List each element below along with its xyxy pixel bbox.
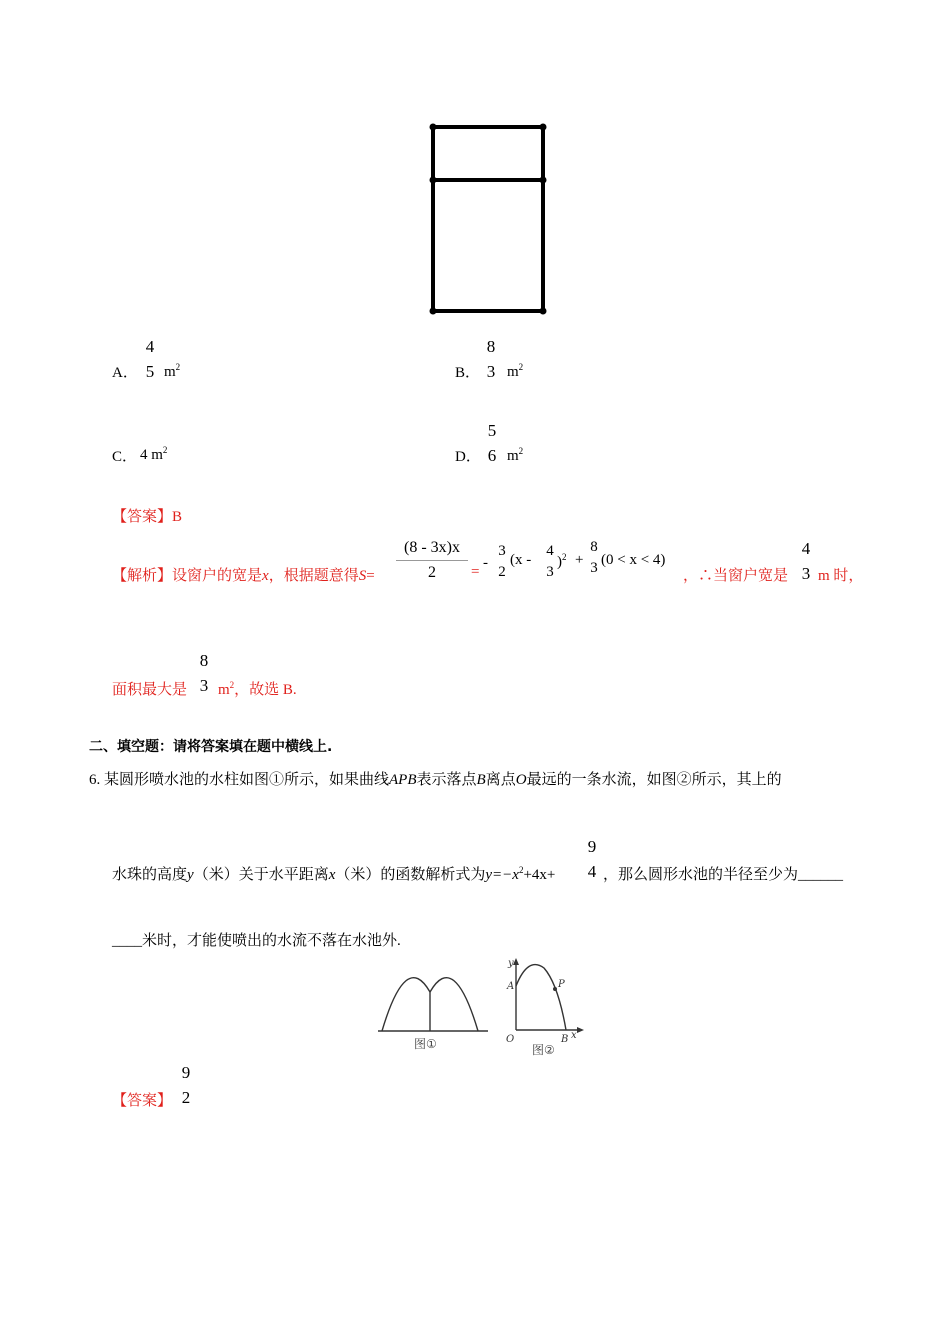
analysis-paren-close: )$^2$	[557, 552, 567, 570]
choice-b-unit: $m^2$	[507, 362, 524, 380]
choice-a-unit: $m^2$	[164, 362, 181, 380]
answer-6-tag: 【答案】	[112, 1093, 173, 1109]
analysis-plus: +	[575, 552, 584, 568]
q6-line3: ____米时，才能使喷出的水流不落在水池外.	[112, 933, 401, 949]
window-frame-figure	[420, 115, 560, 325]
fountain-figure-1	[372, 966, 492, 1058]
fig2-x-label: x	[571, 1030, 577, 1041]
choice-a-den: 5	[145, 362, 155, 381]
fig2-o-label: O	[506, 1034, 515, 1045]
choice-d-fraction	[484, 422, 500, 464]
analysis-fraction-4: 8 3	[590, 539, 598, 576]
choice-b-num: 8	[486, 337, 496, 356]
choice-d-label: D．	[455, 449, 481, 465]
analysis-minus: -	[483, 555, 488, 571]
q6-line1: 6. 某圆形喷水池的水柱如图①所示，如果曲线APB表示落点B离点O最远的一条水流，如图②所示，其上的	[89, 772, 782, 788]
fig2-y-label: y	[508, 958, 514, 969]
analysis-5-line2: 面积最大是	[112, 682, 188, 698]
q6-line2: 水珠的高度y（米）关于水平距离x（米）的函数解析式为$y=-x^2+4x+$	[112, 865, 556, 883]
fig2-b-label: B	[561, 1034, 569, 1045]
choice-b-fraction	[483, 338, 499, 380]
q6-fraction: 9 4	[587, 837, 597, 881]
choice-d-unit: $m^2$	[507, 446, 524, 464]
analysis-fraction-5: 4 3	[801, 539, 811, 583]
analysis-5-line2-end: $m^2$，故选 B.	[218, 680, 297, 698]
analysis-fraction-3: 4 3	[546, 543, 554, 580]
fig2-caption: 图②	[532, 1043, 555, 1057]
choice-a-fraction	[142, 338, 158, 380]
answer-6-fraction: 9 2	[181, 1063, 191, 1107]
section-2-title: 二、填空题：请将答案填在题中横线上.	[89, 739, 333, 755]
analysis-eq2: =	[471, 564, 480, 580]
choice-b-label: B．	[455, 365, 481, 381]
answer-5: 【答案】B	[112, 509, 183, 525]
analysis-tail: ，∴当窗户宽是	[683, 568, 789, 584]
choice-a-label: A．	[112, 365, 138, 381]
analysis-fraction-2: 3 2	[498, 543, 506, 580]
fountain-figure-2	[500, 956, 585, 1058]
analysis-tail2: m 时，	[818, 568, 864, 584]
analysis-5-lead: 【解析】设窗户的宽是x，根据题意得S=	[112, 568, 375, 584]
choice-d-den: 6	[487, 446, 497, 465]
q6-line2-tail: ，那么圆形水池的半径至少为______	[603, 867, 844, 883]
analysis-fraction-6: 8 3	[199, 651, 209, 695]
choice-c-value: 4 $m^2$	[140, 445, 168, 463]
fig2-a-label: A	[507, 981, 515, 992]
choice-c-label: C．	[112, 449, 138, 465]
fig1-caption: 图①	[414, 1037, 437, 1051]
analysis-paren-open: (x -	[510, 552, 532, 568]
analysis-domain: (0 < x < 4)	[601, 552, 666, 568]
choice-b-den: 3	[486, 362, 496, 381]
fig2-p-label: P	[558, 979, 565, 990]
choice-d-num: 5	[487, 421, 497, 440]
choice-a-num: 4	[145, 337, 155, 356]
analysis-fraction-1: $\frac{(8 - 3x)x}{2}$	[396, 540, 468, 581]
